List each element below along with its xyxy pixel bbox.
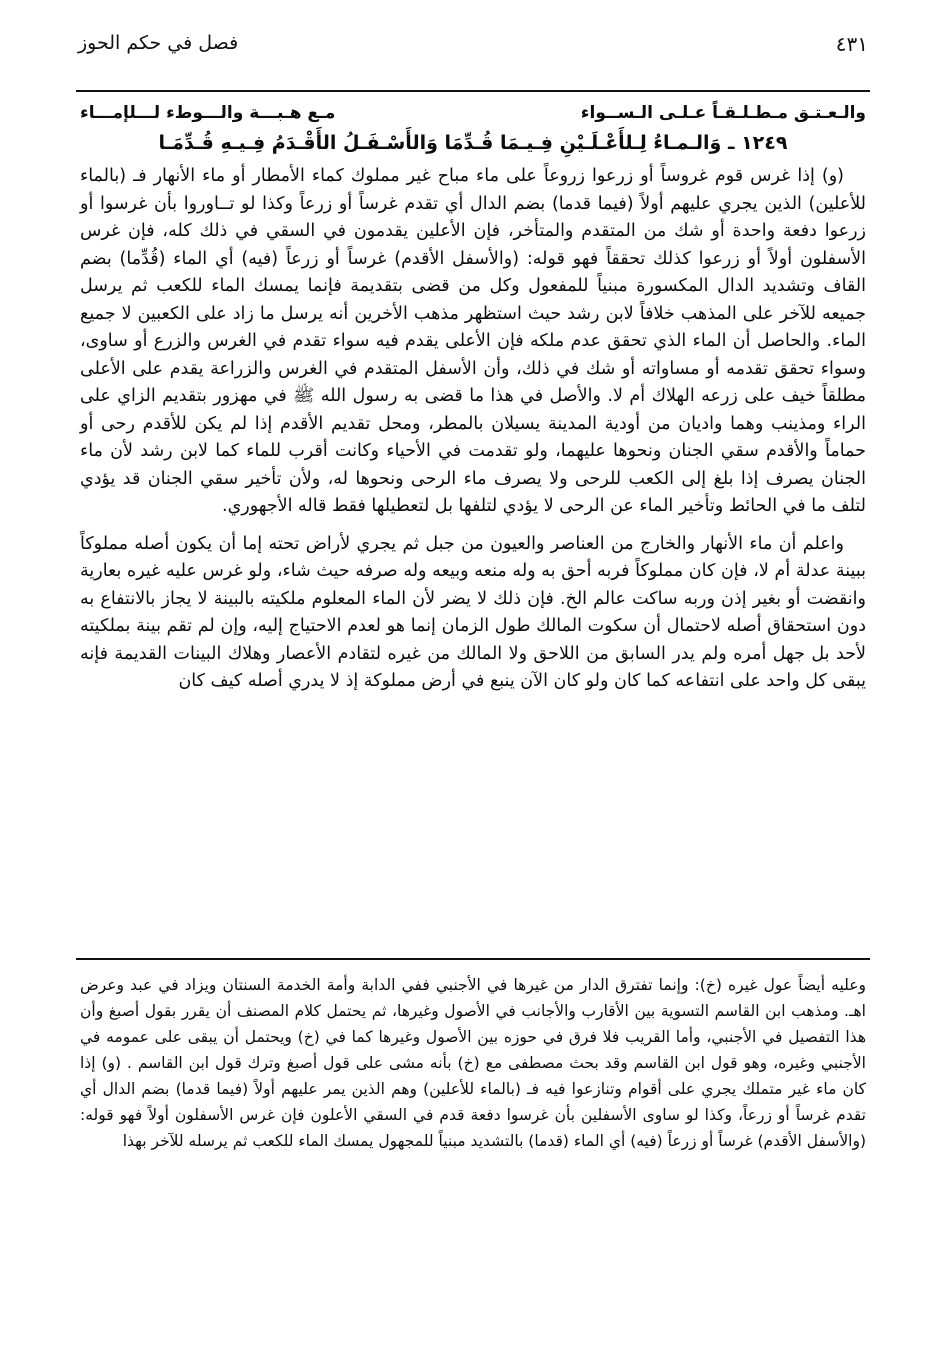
page-header — [78, 32, 868, 72]
header-divider — [76, 90, 870, 92]
main-text-block — [80, 100, 866, 696]
footnote-divider — [76, 958, 870, 960]
verse-line — [80, 100, 866, 128]
body-paragraph: واعلم أن ماء الأنهار والخارج من العناصر والعيون من جبل ثم يجري لأراض تحته إما أن يكون أصله مملوكاً ببينة عدلة أم لا، فإن كان مملوكاً فربه أحق به وله منعه وبيعه وله صرفه حيث شاء، ولو غرس عليه غيره بعارية وانقضت أو بغير إذن وربه ساكت عالم الخ. فإن ذلك لا يضر لأن الماء المعلوم ملكيته بالبينة لا يجاز بالانتفاع به دون استحقاق أصله لاحتمال أن سكوت المالك طول الزمان إنما هو لعدم الاحتياج إليه، وإن لم تقم بينة بملكيته لأحد بل جهل أمره ولم يدر السابق من اللاحق ولا المالك من غيره لتقادم الأعصار وهلاك البينات القديمة فإنه يبقى كل واحد على انتفاعه كما كان ولو كان الآن ينبع في أرض مملوكة إذ لا يدري أصله كيف كان — [80, 533, 866, 691]
body-paragraph: (و) إذا غرس قوم غروساً أو زرعوا زروعاً على ماء مباح غير مملوك كماء الأمطار أو ماء الأنهار فـ (بالماء للأعلين) الذين يجري عليهم أولاً (فيما قدما) بضم الدال أي تقدم غرساً أو زرعاً وكذا لو تــاوروا بأن غرسوا أو زرعوا دفعة واحدة أو شك من المتقدم والمتأخر، فإن الأعلين يقدمون في السقي في ذلك كله، فإن غرس الأسفلون أولاً أو زرعوا كذلك تحققاً فهو قوله: (والأسفل الأقدم) غرساً أو زرعاً (فيه) أي الماء (قُدِّما) بضم القاف وتشديد الدال المكسورة مبنياً للمفعول وكل من قضى بتقديمة فإنما يمسك الماء للكعب ثم يرسل جميعه للآخر على المذهب خلافاً لابن رشد حيث استظهر مذهب الأخرين أنه يرسل ما زاد على الكعبين لا جميع الماء. والحاصل أن الماء الذي تحقق عدم ملكه فإن الأعلى يقدم فيه سواء تقدم في الغرس والزرع أو ساوى، وسواء تحقق تقدمه أو مساواته أو شك في ذلك، وأن الأسفل المتقدم في الغرس والزراعة يقدم على الأعلى مطلقاً خيف على زرعه الهلاك أم لا. والأصل في هذا ما قضى به رسول الله ﷺ في مهزور بتقديم الزاي على الراء ومذينب وهما واديان من أودية المدينة يسيلان بالمطر، ومحل تقديم الأقدم إذا لم يكن للأقدم رحى أو حماماً والأقدم سقي الجنان ونحوها عليهما، ولو تقدمت في الأحياء وكانت أقرب للماء كما لابن رشد لأن ماء الجنان يصرف إذا بلغ إلى الكعب للرحى ولا يصرف ماء الرحى ونحوها له، ولأن تأخير سقي الجنان قد يؤدي لتلف ما في الحائط وتأخير الماء عن الرحى لا يؤدي لتلفها بل لتعطيلها فقط قاله الأجهوري. — [80, 166, 866, 516]
footnote-paragraph: وعليه أيضاً عول غيره (خ): وإنما تفترق الدار من غيرها في الأجنبي ففي الدابة وأمة الخدمة السنتان ويزاد في عبد وعرض اهـ. ومذهب ابن القاسم التسوية بين الأقارب والأجانب في الأصول وغيرها، ثم يحتمل كلام المصنف أن يقرر بقول أصبغ وأن هذا التفصيل في الأجنبي، وأما القريب فلا فرق في حوزه بين الأصول وغيرها كما في (خ) ويحتمل أن يبقى على عمومه في الأجنبي وغيره، وهو قول ابن القاسم وقد بحث مصطفى مع (خ) بأنه مشى على قول أصبغ وترك قول ابن القاسم . (و) إذا كان ماء غير متملك يجري على أقوام وتنازعوا فيه فـ (بالماء للأعلين) وهم الذين يمر عليهم أولاً (فيما قدما) بضم الدال أي تقدم غرساً أو زرعاً، وكذا لو ساوى الأسفلين بأن غرسوا دفعة قدم في السقي الأعلون فإن غرس الأسفلون أولاً فهو قوله: (والأسفل الأقدم) غرساً أو زرعاً (فيه) أي الماء (قدما) بالتشديد مبنياً للمجهول يمسك الماء للكعب ثم يرسله للآخر بهذا — [80, 976, 866, 1150]
verse-hemistich-first: والـعـتـق مـطـلـقـاً عـلـى الـســواء — [580, 103, 866, 123]
verse-hemistich-second: مـع هـبـــة والـــوطء لـــلإمـــاء — [80, 103, 336, 123]
footnote-block — [80, 972, 866, 1154]
header-title: فصل في حكم الحوز — [78, 32, 239, 54]
matn-verse: ١٢٤٩ ـ وَالـمـاءُ لِـلأَعْـلَـيْنِ فِـيـمَا قُـدِّمَا وَالأَسْـفَـلُ الأَقْـدَمُ فِـيـهِ قُـدِّمَـا — [158, 131, 788, 154]
page-number: ٤٣١ — [835, 32, 868, 56]
